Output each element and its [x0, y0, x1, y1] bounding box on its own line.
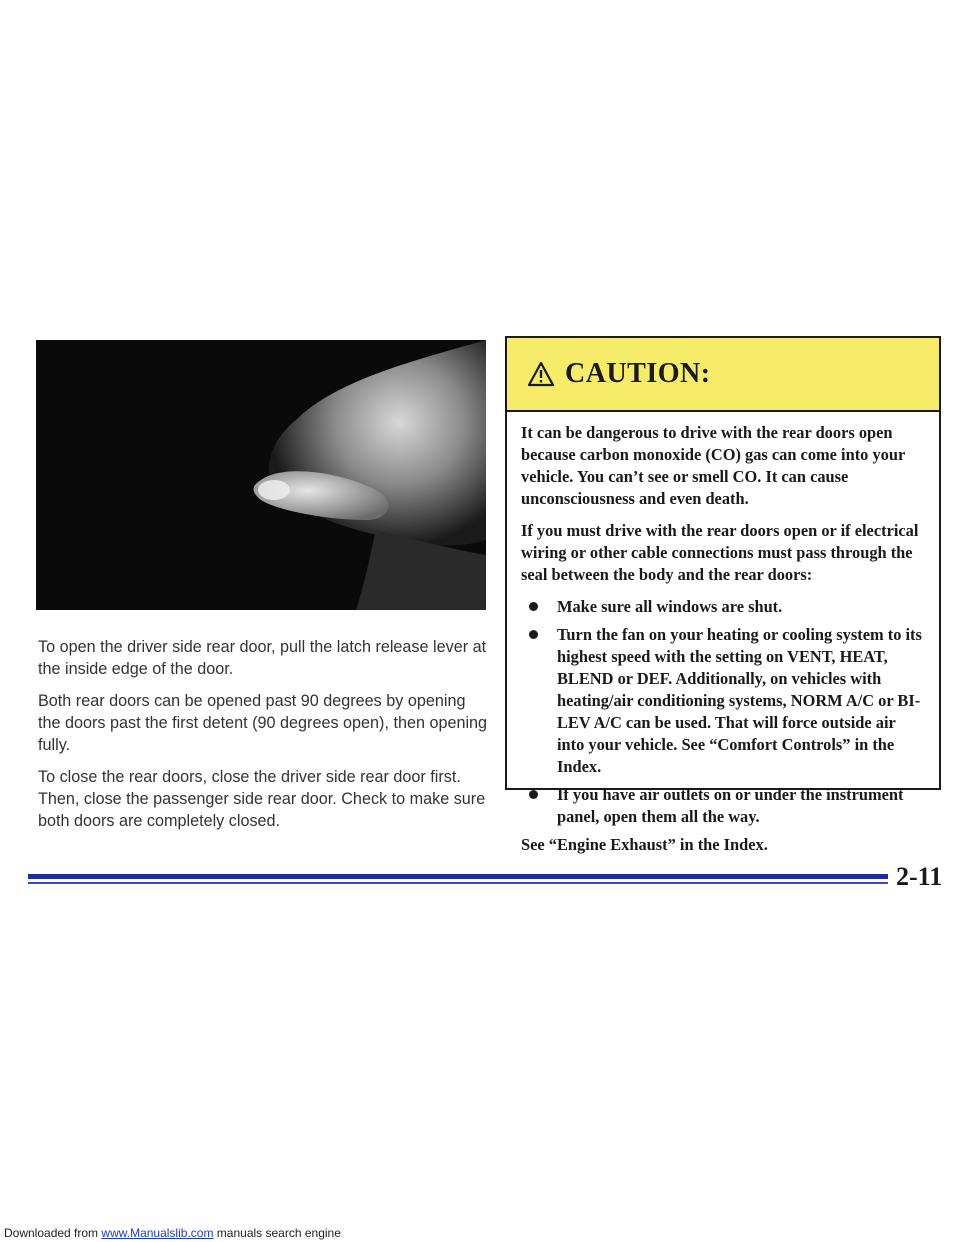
list-item: [521, 596, 925, 618]
instruction-open-past-90: Both rear doors can be opened past 90 degrees by opening the doors past the first detent (90 degrees open), then opening fully.: [38, 692, 488, 754]
door-instructions: [38, 636, 488, 842]
page-rule-thin: [28, 882, 888, 884]
bullet-text: If you have air outlets on or under the instrument panel, open them all the way.: [557, 785, 904, 826]
warning-triangle-icon: [527, 361, 555, 387]
manualslib-link[interactable]: www.Manualslib.com: [101, 1226, 214, 1240]
instruction-close-doors: To close the rear doors, close the driver side rear door first. Then, close the passenger side rear door. Check to make sure both doors are completely closed.: [38, 768, 486, 830]
caution-bullet-list: [521, 596, 925, 828]
page-number: 2-11: [896, 862, 943, 891]
bullet-icon: [529, 630, 538, 639]
caution-header: [507, 338, 939, 412]
caution-see-index: See “Engine Exhaust” in the Index.: [521, 835, 768, 854]
hand-on-latch-image: [36, 340, 486, 610]
caution-box: [505, 336, 941, 854]
instruction-open-driver-door: To open the driver side rear door, pull the latch release lever at the inside edge of the door.: [38, 638, 487, 678]
bullet-text: Turn the fan on your heating or cooling system to its highest speed with the setting on VENT, HEAT, BLEND or DEF. Additionally, on vehicles with heating/air conditioning systems, NORM A/C or BI-LEV A/C can be used. That will force outside air into your vehicle. See “Comfort Controls” in the Index.: [557, 625, 922, 776]
bullet-icon: [529, 602, 538, 611]
bullet-icon: [529, 790, 538, 799]
caution-co-warning: It can be dangerous to drive with the rear doors open because carbon monoxide (CO) gas can come into your vehicle. You can’t see or smell CO. It can cause unconsciousness and even death.: [521, 423, 905, 508]
latch-photo: [36, 340, 486, 610]
page-rule: [28, 874, 888, 879]
caution-body: [507, 412, 939, 856]
list-item: [521, 624, 925, 778]
list-item: [521, 784, 925, 828]
footer-suffix: manuals search engine: [216, 1226, 341, 1240]
caution-title: CAUTION:: [565, 358, 711, 389]
download-footer: [4, 1226, 341, 1240]
caution-open-doors-condition: If you must drive with the rear doors open or if electrical wiring or other cable connections must pass through the seal between the body and the rear doors:: [521, 521, 919, 584]
bullet-text: Make sure all windows are shut.: [557, 597, 783, 616]
footer-prefix: Downloaded from: [4, 1226, 99, 1240]
